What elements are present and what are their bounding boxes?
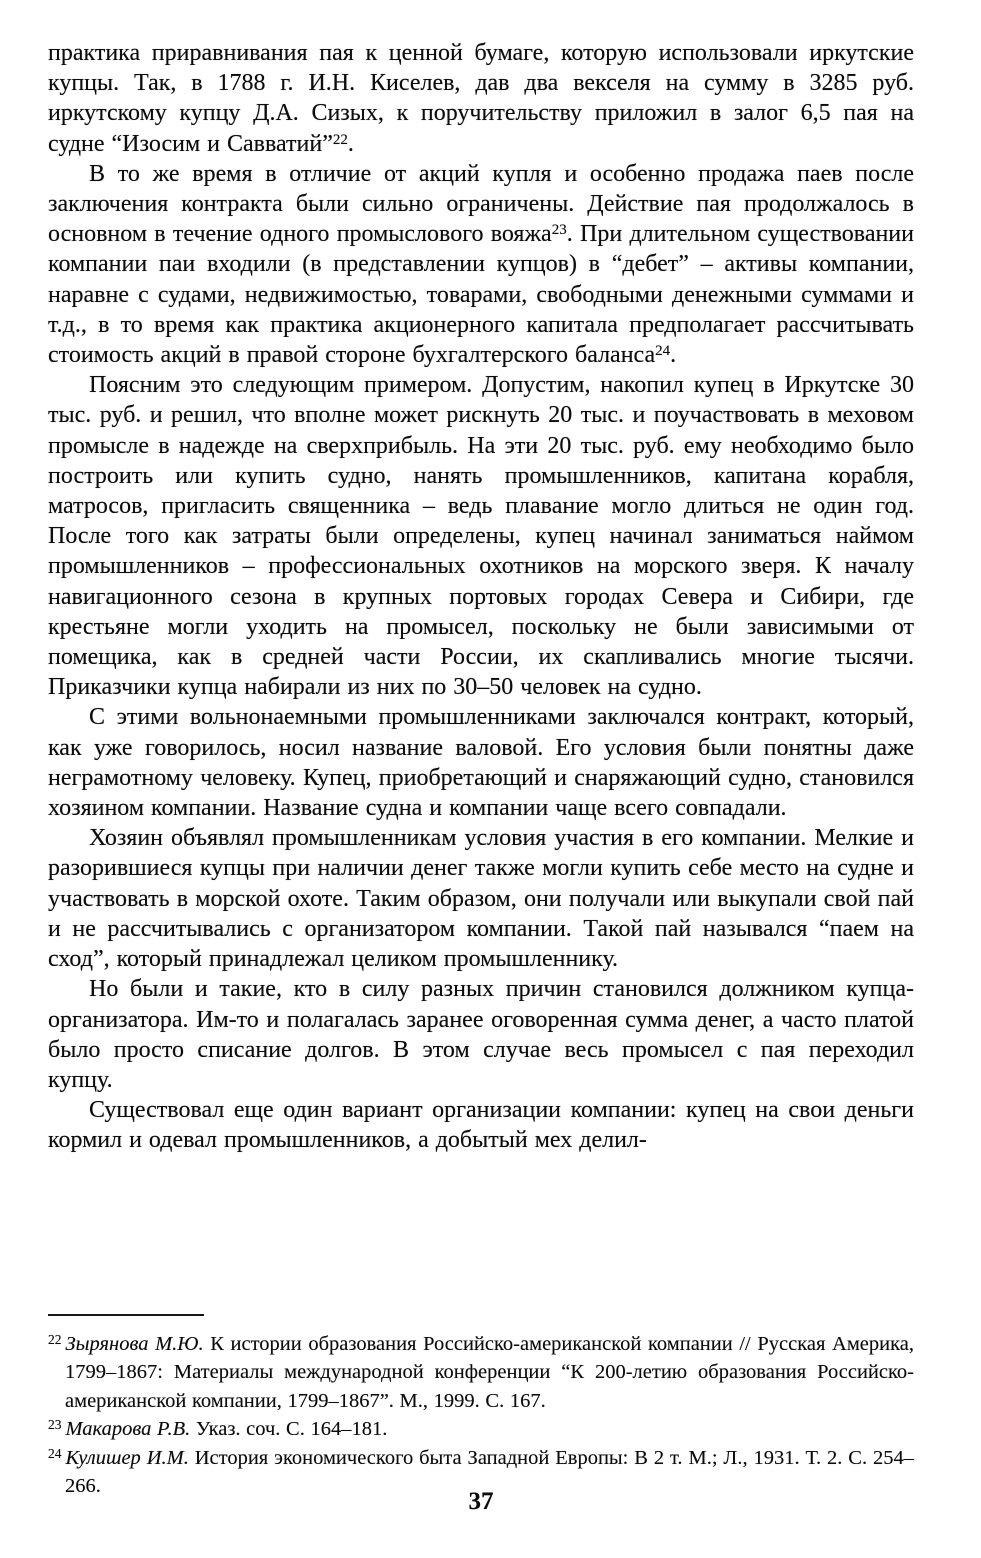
paragraph-text: . <box>347 130 354 157</box>
footnote-ref-22: 22 <box>332 131 348 148</box>
paragraph-text: С этими вольнонаемными промышленниками заключался контракт, который, как уже говорилось, носил название валовой. Его условия были понятны даже неграмотному человеку. Купец, приобретающий и снаряжающий судно, становился хозяином компании. Название судна и компании чаще всего совпадали. <box>48 704 914 822</box>
footnote-text: Указ. соч. С. 164–181. <box>190 1418 388 1441</box>
footnote-22 <box>48 1330 914 1415</box>
footnote-23 <box>48 1415 914 1443</box>
paragraph-7 <box>48 1095 914 1155</box>
footnote-ref-24: 24 <box>655 343 671 360</box>
paragraph-2 <box>48 159 914 370</box>
footnote-author: Кулишер И.М. <box>65 1446 189 1469</box>
paragraph-5 <box>48 823 914 974</box>
paragraph-text: В то же время в отличие от акций купля и особенно продажа паев после заключения контракта были сильно ограничены. Действие пая продолжалось в основном в течение одного промыслового вояжа <box>48 160 914 248</box>
paragraph-1 <box>48 38 914 159</box>
footnote-ref-23: 23 <box>551 222 567 239</box>
paragraph-text: Существовал еще один вариант организации компании: купец на свои деньги кормил и одевал промышленников, а добытый мех делил- <box>48 1097 914 1154</box>
footnote-marker: 22 <box>48 1332 62 1347</box>
paragraph-3 <box>48 370 914 702</box>
paragraph-text: Поясним это следующим примером. Допустим, накопил купец в Иркутске 30 тыс. руб. и решил, что вполне может рискнуть 20 тыс. и поучаствовать в меховом промысле в надежде на сверхприбыль. На эти 20 тыс. руб. ему необходимо было построить или купить судно, нанять промышленников, капитана корабля, матросов, пригласить священника – ведь плавание могло длиться не один год. После того как затраты были определены, купец начинал заниматься наймом промышленников – профессиональных охотников на морского зверя. К началу навигационного сезона в крупных портовых городах Севера и Сибири, где крестьяне могли уходить на промысел, поскольку не были зависимыми от помещика, как в средней части России, их скапливались многие тысячи. Приказчики купца набирали из них по 30–50 человек на судно. <box>48 372 914 701</box>
footnote-text: История экономического быта Западной Европы: В 2 т. М.; Л., 1931. Т. 2. С. 254–266. <box>65 1446 914 1498</box>
footnote-author: Зырянова М.Ю. <box>65 1333 204 1355</box>
footnote-marker: 24 <box>48 1445 62 1461</box>
paragraph-text: Но были и такие, кто в силу разных причин становился должником купца-организатора. Им-то и полагалась заранее оговоренная сумма денег, а часто платой было просто списание долгов. В этом случае весь промысел с пая переходил купцу. <box>48 976 914 1093</box>
paragraph-text: . При длительном существовании компании паи входили (в представлении купцов) в “дебет” – активы компании, наравне с судами, недвижимостью, товарами, свободными денежными суммами и т.д., в то время как практика акционерного капитала предполагает рассчитывать стоимость акций в правой стороне бухгалтерского баланса <box>48 221 914 369</box>
paragraph-text: практика приравнивания пая к ценной бумаге, которую использовали иркутские купцы. Так, в 1788 г. И.Н. Киселев, дав два векселя на сумму в 3285 руб. иркутскому купцу Д.А. Сизых, к поручительству приложил в залог 6,5 пая на судне “Изосим и Савватий” <box>48 40 914 157</box>
main-text-block <box>48 38 914 1156</box>
paragraph-text: Хозяин объявлял промышленникам условия участия в его компании. Мелкие и разорившиеся купцы при наличии денег также могли купить себе место на судне и участвовать в морской охоте. Таким образом, они получали или выкупали свой пай и не рассчитывались с организатором компании. Такой пай назывался “паем на сход”, который принадлежал целиком промышленнику. <box>48 825 914 973</box>
footnotes-section <box>48 1306 914 1500</box>
paragraph-6 <box>48 974 914 1095</box>
paragraph-4 <box>48 702 914 823</box>
footnote-text: К истории образования Российско-американской компании // Русская Америка, 1799–1867: Материалы международной конференции “К 200-летию образования Российско-американской компании, 1799–1867”. М., 1999. С. 167. <box>65 1333 914 1412</box>
footnote-marker: 23 <box>48 1417 62 1433</box>
paragraph-text: . <box>670 342 677 369</box>
page-number: 37 <box>468 1488 494 1515</box>
footnote-separator-rule <box>48 1314 204 1316</box>
footnote-author: Макарова Р.В. <box>65 1418 191 1441</box>
